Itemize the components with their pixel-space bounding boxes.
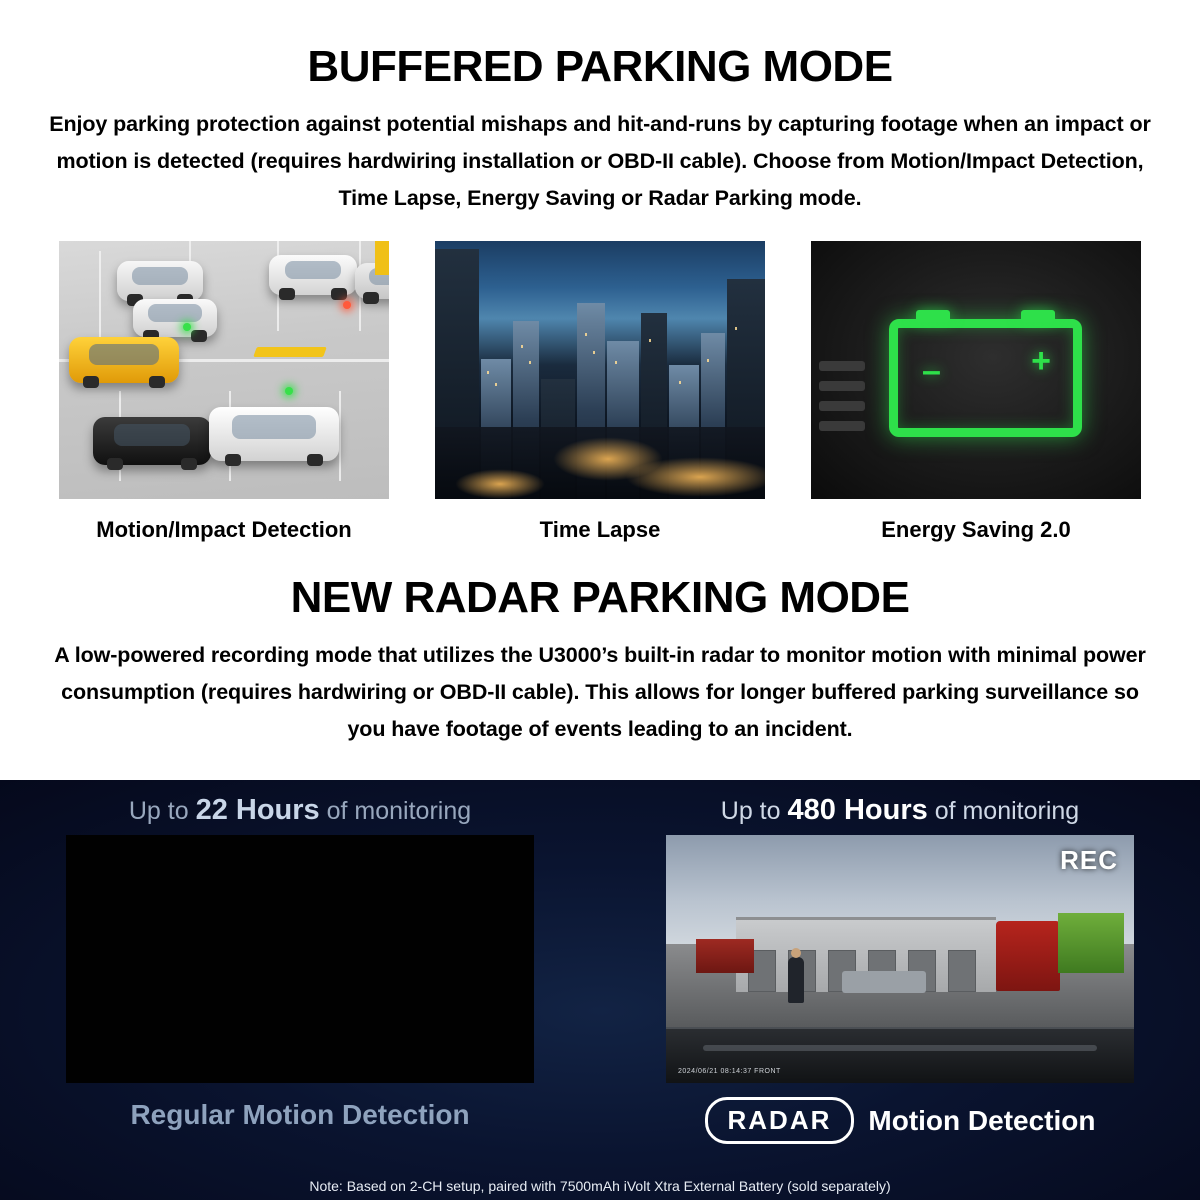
left-video-preview [66,835,534,1083]
radar-section-title: NEW RADAR PARKING MODE [290,573,910,623]
feature-caption-motion-impact: Motion/Impact Detection [96,517,352,543]
footnote: Note: Based on 2-CH setup, paired with 7500mAh iVolt Xtra External Battery (sold separately) [309,1178,891,1194]
section1-paragraph: Enjoy parking protection against potential mishaps and hit-and-runs by capturing footage when an impact or motion is detected (requires hardwiring installation or OBD-II cable). Choose from Motion/Impact Detection, Time Lapse, Energy Saving or Radar Parking mode. [49,112,1151,211]
battery-icon: – + [889,319,1082,437]
comparison-left [0,780,600,1200]
feature-time-lapse [435,241,765,543]
left-hours-value: 22 Hours [195,794,320,826]
right-hours-line [721,794,1079,827]
parking-lot-image [59,241,389,499]
feature-caption-time-lapse: Time Lapse [539,517,661,543]
pedestrian [788,957,804,1003]
feature-motion-impact [59,241,389,543]
feature-energy-saving [811,241,1141,543]
left-caption: Regular Motion Detection [130,1099,470,1130]
right-hours-suffix: of monitoring [934,797,1080,825]
feature-caption-energy-saving: Energy Saving 2.0 [881,517,1071,543]
left-hours-prefix: Up to [128,797,189,825]
radar-section-paragraph: A low-powered recording mode that utilizes the U3000’s built-in radar to monitor motion with minimal power consumption (requires hardwiring or OBD-II cable). This allows for longer buffered parking surveillance so you have footage of events leading to an incident. [54,643,1146,742]
energy-saving-image [811,241,1141,499]
left-hours-line [129,794,471,827]
right-hours-value: 480 Hours [787,794,928,826]
right-video-preview [666,835,1134,1083]
comparison-right [600,780,1200,1200]
page-title: BUFFERED PARKING MODE [307,42,893,91]
feature-thumbnail-row [28,241,1172,543]
comparison-band [0,780,1200,1200]
right-caption: Motion Detection [868,1104,1096,1136]
rec-indicator: REC [1060,845,1118,875]
right-hours-prefix: Up to [720,797,781,825]
radar-badge: RADAR [705,1097,855,1144]
city-skyline-image [435,241,765,499]
right-caption-group [705,1097,1096,1144]
left-hours-suffix: of monitoring [326,797,472,825]
video-timestamp: 2024/06/21 08:14:37 FRONT [678,1068,781,1075]
